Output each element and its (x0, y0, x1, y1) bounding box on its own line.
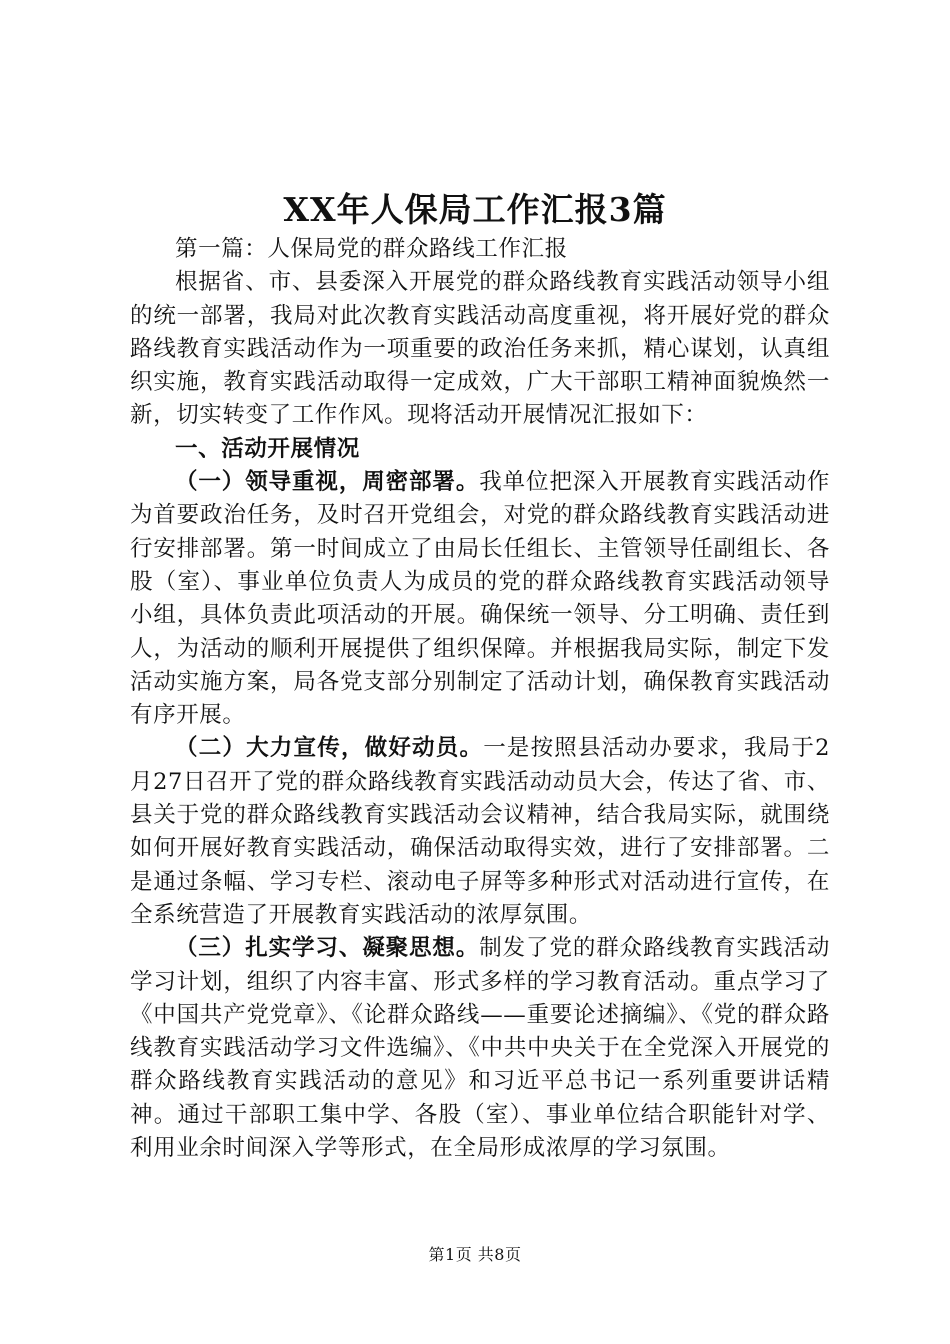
item-paragraph-3 (130, 932, 830, 1165)
document-title: XX年人保局工作汇报3篇 (283, 190, 667, 229)
item-text-1: 我单位把深入开展教育实践活动作为首要政治任务，及时召开党组会，对党的群众路线教育实践活动进行安排部署。第一时间成立了由局长任组长、主管领导任副组长、各股（室）、事业单位负责人为成员的党的群众路线教育实践活动领导小组，具体负责此项活动的开展。确保统一领导、分工明确、责任到人，为活动的顺利开展提供了组织保障。并根据我局实际，制定下发活动实施方案，局各党支部分别制定了活动计划，确保教育实践活动有序开展。 (130, 469, 830, 729)
page-indicator: 第1页 共8页 (428, 1245, 522, 1264)
item-text-3: 制发了党的群众路线教育实践活动学习计划，组织了内容丰富、形式多样的学习教育活动。重点学习了《中国共产党党章》、《论群众路线——重要论述摘编》、《党的群众路线教育实践活动学习文件选编》、《中共中央关于在全党深入开展党的群众路线教育实践活动的意见》和习近平总书记一系列重要讲话精神。通过干部职工集中学、各股（室）、事业单位结合职能针对学、利用业余时间深入学等形式，在全局形成浓厚的学习氛围。 (130, 935, 830, 1162)
document-body (130, 233, 830, 1165)
item-lead-2: （二）大力宣传，做好动员。 (175, 735, 484, 762)
item-lead-3: （三）扎实学习、凝聚思想。 (175, 935, 480, 962)
subtitle: 第一篇：人保局党的群众路线工作汇报 (175, 236, 568, 262)
item-paragraph-1 (130, 466, 830, 732)
item-paragraph-2 (130, 732, 830, 932)
intro-paragraph: 根据省、市、县委深入开展党的群众路线教育实践活动领导小组的统一部署，我局对此次教育实践活动高度重视，将开展好党的群众路线教育实践活动作为一项重要的政治任务来抓，精心谋划，认真组织实施，教育实践活动取得一定成效，广大干部职工精神面貌焕然一新，切实转变了工作作风。现将活动开展情况汇报如下： (130, 269, 830, 429)
section-heading: 一、活动开展情况 (175, 435, 360, 462)
item-lead-1: （一）领导重视，周密部署。 (175, 469, 480, 496)
item-text-2: 一是按照县活动办要求，我局于2月27日召开了党的群众路线教育实践活动动员大会，传达了省、市、县关于党的群众路线教育实践活动会议精神，结合我局实际，就围绕如何开展好教育实践活动，确保活动取得实效，进行了安排部署。二是通过条幅、学习专栏、滚动电子屏等多种形式对活动进行宣传，在全系统营造了开展教育实践活动的浓厚氛围。 (130, 735, 830, 928)
